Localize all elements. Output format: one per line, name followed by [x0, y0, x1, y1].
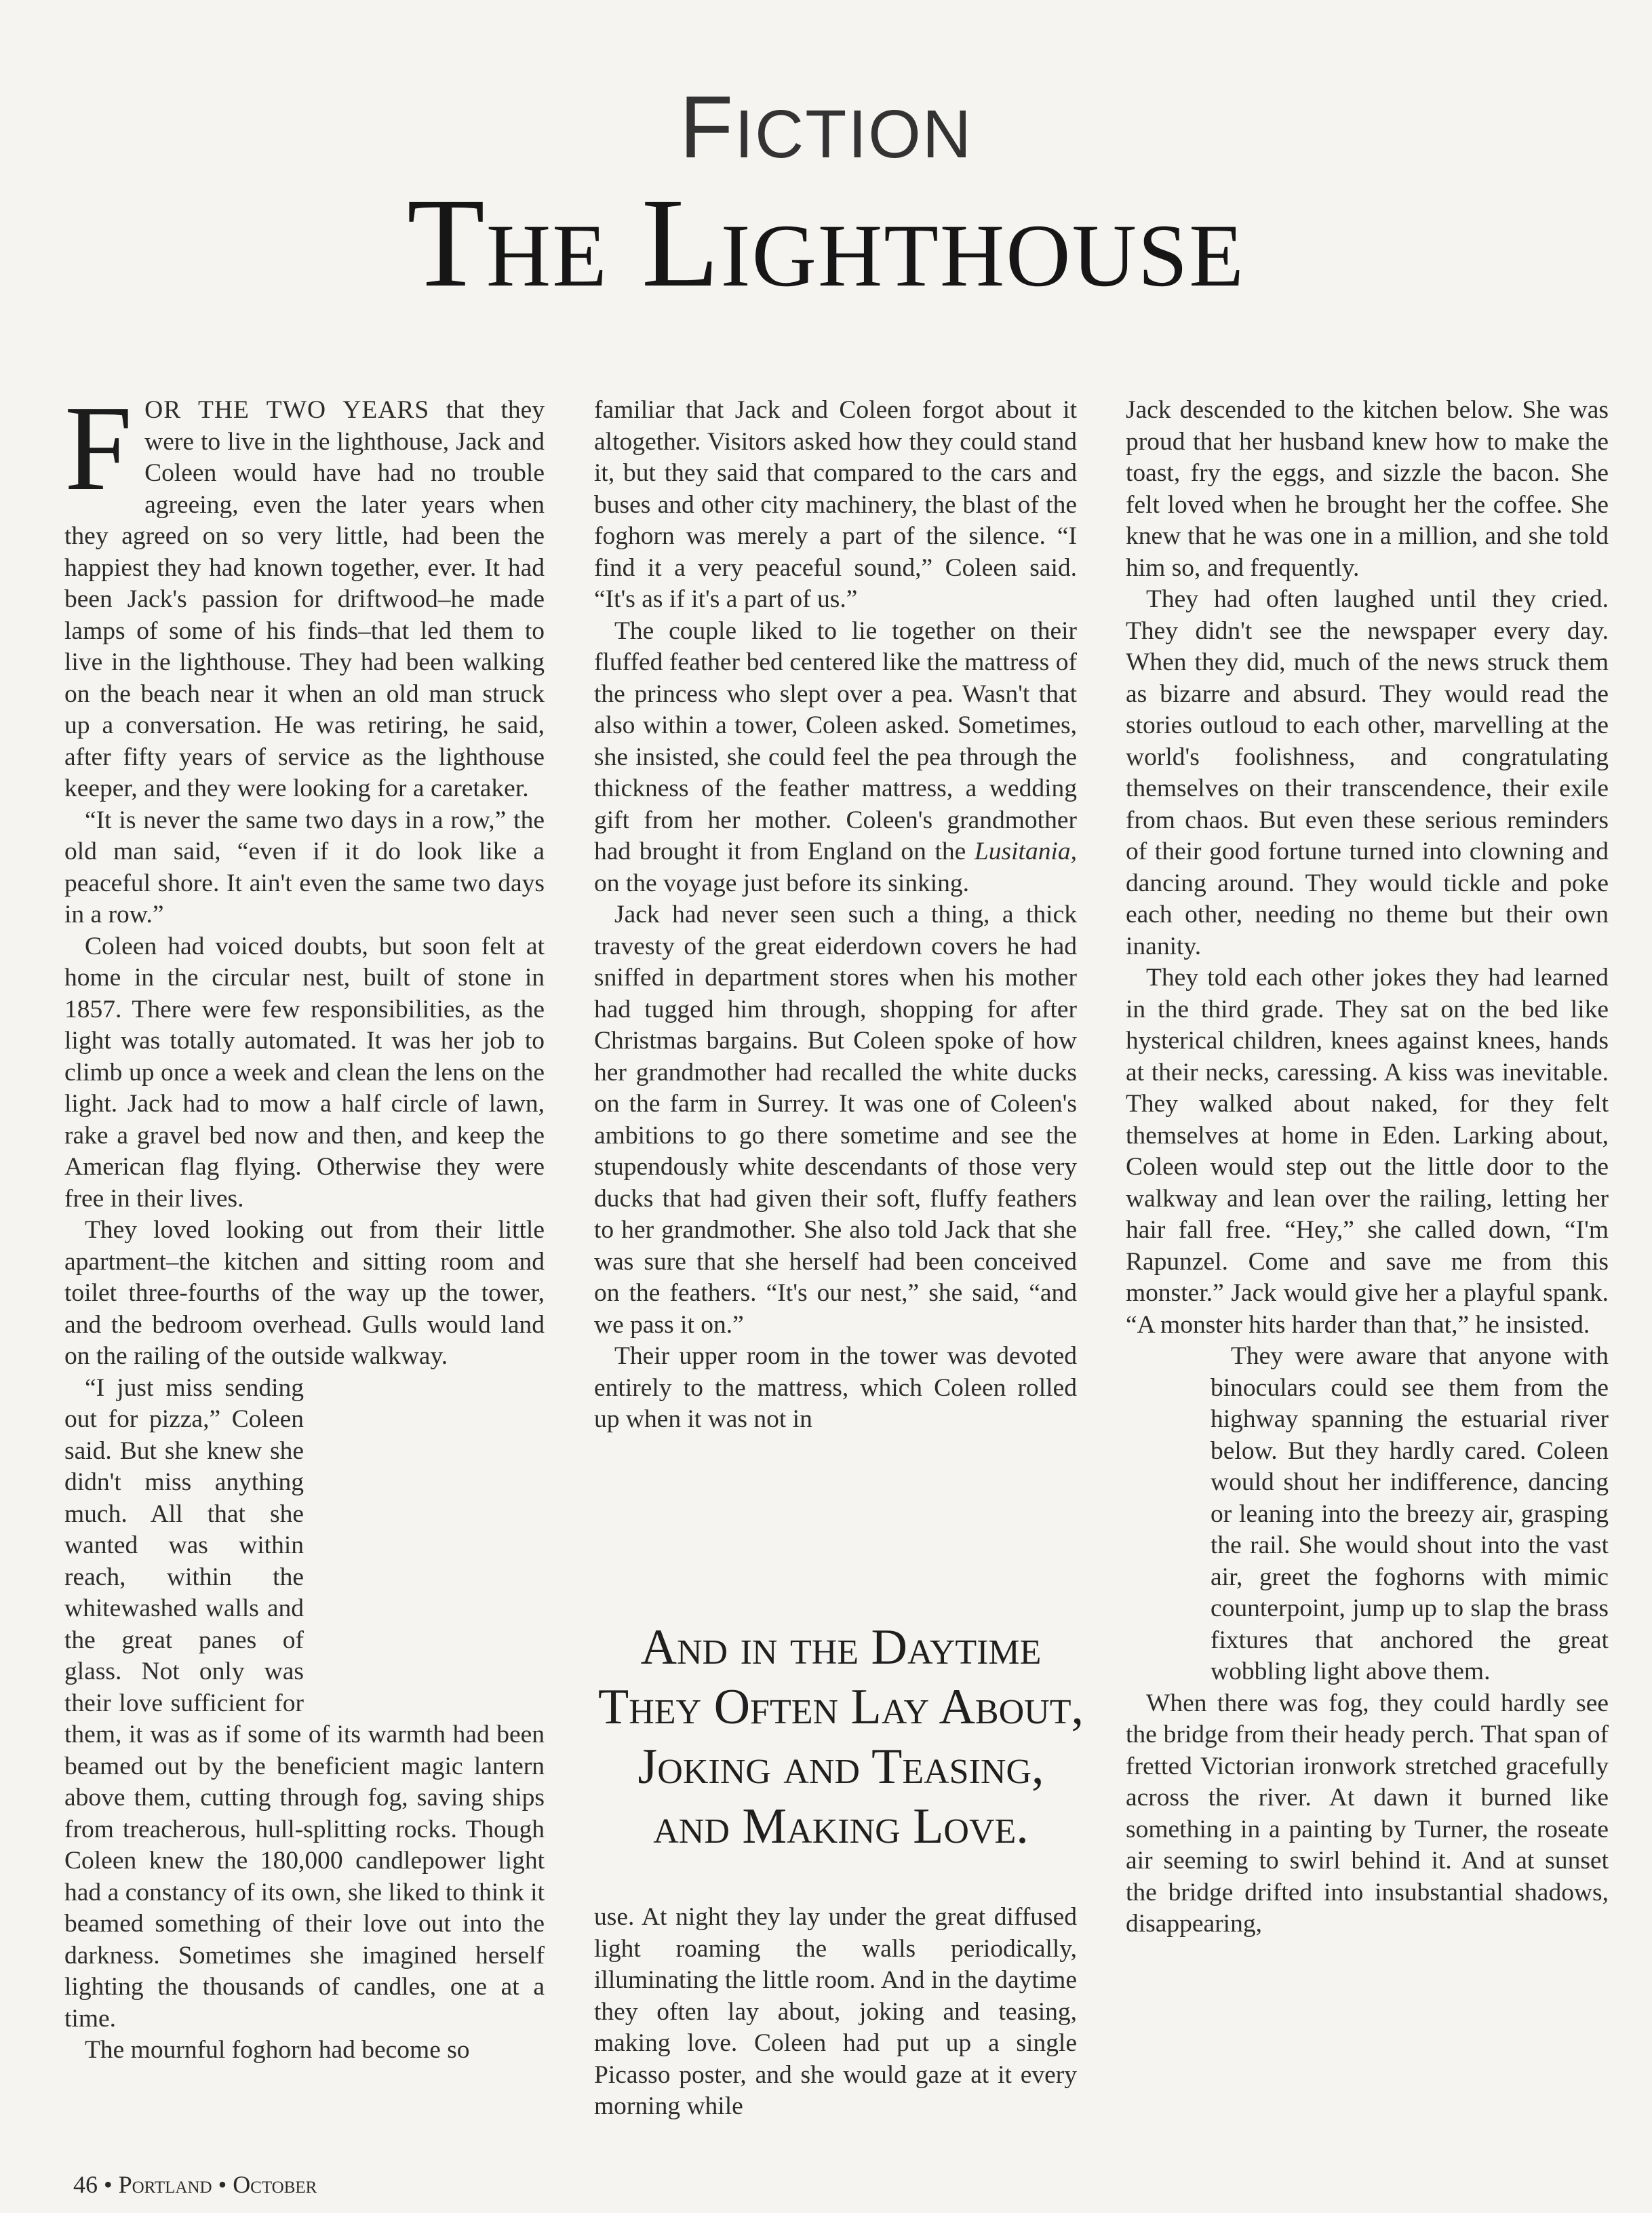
col1-paragraph-6: The mournful foghorn had become so	[85, 2036, 470, 2064]
section-label	[0, 76, 1652, 178]
col1-p1-text: that they were to live in the lighthouse, Jack and Coleen would have had no trouble agreeing, even the later years when they agreed on so very little, had been the happiest they had known together, ever. It had been Jack's passion for driftwood–he made lamps of some of his finds–that led them to live in the lighthouse. They had been walking on the beach near it when an old man struck up a conversation. He was retiring, he said, after fifty years of service as the lighthouse keeper, and they were looking for a caretaker.	[64, 396, 545, 802]
pull-quote-line: Joking and Teasing,	[637, 1739, 1044, 1795]
col1-paragraph-1	[64, 380, 545, 805]
column-3	[1126, 395, 1609, 1940]
col1-paragraph-4: They loved looking out from their little apartment–the kitchen and sitting room and toilet three-fourths of the way up the tower, and the bedroom overhead. Gulls would land on the railing of the outside walkway.	[64, 1216, 545, 1370]
lead-in-caps: OR THE TWO YEARS	[144, 396, 430, 424]
pull-quote-line: And in the Daytime	[640, 1620, 1042, 1675]
col2-p2-text-a: The couple liked to lie together on their fluffed feather bed centered like the mattress of the princess who slept over a pea. Wasn't that also within a tower, Coleen asked. Sometimes, she insisted, she could feel the pea through the thickness of the feather mattress, a wedding gift from her mother. Coleen's grandmother had brought it from England on the	[594, 616, 1077, 865]
col2-paragraph-3: Jack had never seen such a thing, a thick travesty of the great eiderdown covers he had sniffed in department stores when his mother had tugged him through, shopping for after Christmas bargains. But Coleen spoke of how her grandmother had recalled the white ducks on the farm in Surrey. It was one of Coleen's ambitions to go there sometime and see the stupendously white descendants of those very ducks that had given their soft, fluffy feathers to her grandmother. She also told Jack that she was sure that she herself had been conceived on the feathers. “It's our nest,” she said, “and we pass it on.”	[594, 901, 1077, 1339]
pull-quote	[502, 1618, 1180, 1856]
section-label-rest: ICTION	[734, 96, 973, 172]
col2-paragraph-1: familiar that Jack and Coleen forgot about it altogether. Visitors asked how they could stand it, but they said that compared to the cars and buses and other city machinery, the blast of the foghorn was merely a part of the silence. “I find it a very peaceful sound,” Coleen said. “It's as if it's a part of us.”	[594, 396, 1077, 613]
article-headline: The Lighthouse	[407, 172, 1245, 313]
col1-paragraph-5: “I just miss sending out for pizza,” Coleen said. But she knew she didn't miss anything much. All that she wanted was within reach, within the whitewashed walls and the great panes of glass. Not only was their love sufficient for them, it was as if some of its warmth had been beamed out by the beneficient magic lantern above them, cutting through fog, saving ships from treacherous, hull-splitting rocks. Though Coleen knew the 180,000 candlepower light had a constancy of its own, she liked to think it beamed something of their love out into the darkness. Sometimes she imagined herself lighting the thousands of candles, one at a time.	[64, 1373, 545, 2033]
magazine-name: Portland	[118, 2171, 212, 2198]
column-1	[64, 380, 545, 2067]
col1-paragraph-2: “It is never the same two days in a row,” the old man said, “even if it do look like a peaceful shore. It ain't even the same two days in a row.”	[64, 806, 545, 928]
col1-paragraph-3: Coleen had voiced doubts, but soon felt at home in the circular nest, built of stone in 1857. There were few responsibilities, as the light was totally automated. It was her job to climb up once a week and clean the lens on the light. Jack had to mow a half circle of lawn, rake a gravel bed now and then, and keep the American flag flying. Otherwise they were free in their lives.	[64, 932, 545, 1213]
footer-separator: •	[218, 2171, 227, 2198]
col3-paragraph-3: They told each other jokes they had learned in the third grade. They sat on the bed like hysterical children, knees against knees, hands at their necks, caressing. A kiss was inevitable. They walked about naked, for they felt themselves at home in Eden. Larking about, Coleen would step out the little door to the walkway and lean over the railing, letting her hair fall free. “Hey,” she called down, “I'm Rapunzel. Come and save me from this monster.” Jack would give her a playful spank. “A monster hits harder than that,” he insisted.	[1126, 964, 1609, 1339]
pull-quote-line: They Often Lay About,	[598, 1679, 1084, 1735]
issue-month: October	[233, 2171, 317, 2198]
drop-cap: F	[64, 380, 133, 515]
pull-quote-line: and Making Love.	[653, 1799, 1029, 1854]
col3-paragraph-2: They had often laughed until they cried. They didn't see the newspaper every day. When they did, much of the news struck them as bizarre and absurd. They would read the stories outloud to each other, marvelling at the world's foolishness, and congratulating themselves on their transcendence, their exile from chaos. But even these serious reminders of their good fortune turned into clowning and dancing around. They would tickle and poke each other, needing no theme but their own inanity.	[1126, 585, 1609, 960]
col2-paragraph-2	[594, 616, 1077, 900]
col3-paragraph-4: They were aware that anyone with binoculars could see them from the highway spanning the estuarial river below. But they hardly cared. Coleen would shout her indifference, dancing or leaning into the breezy air, grasping the rail. She would shout into the vast air, greet the foghorns with mimic counterpoint, jump up to slap the brass fixtures that anchored the great wobbling light above them.	[1211, 1342, 1609, 1685]
col2-paragraph-5: use. At night they lay under the great diffused light roaming the walls periodically, illuminating the little room. And in the daytime they often lay about, joking and teasing, making love. Coleen had put up a single Picasso poster, and she would gaze at it every morning while	[594, 1903, 1077, 2120]
col2-paragraph-4: Their upper room in the tower was devoted entirely to the mattress, which Coleen rolled up when it was not in	[594, 1342, 1077, 1433]
col2-bottom-block	[594, 1902, 1077, 2123]
footer-separator: •	[104, 2171, 113, 2198]
col3-paragraph-5: When there was fog, they could hardly see the bridge from their heady perch. That span of fretted Victorian ironwork stretched gracefully across the river. At dawn it burned like something in a painting by Turner, the roseate air seeming to swirl behind it. And at sunset the bridge drifted into insubstantial shadows, disappearing,	[1126, 1689, 1609, 1938]
page-footer	[73, 2170, 317, 2199]
section-label-cap: F	[679, 77, 735, 176]
col3-paragraph-1: Jack descended to the kitchen below. She was proud that her husband knew how to make the toast, fry the eggs, and sizzle the bacon. She felt loved when he brought her the coffee. She knew that he was one in a million, and she told him so, and frequently.	[1126, 396, 1609, 582]
ship-name: Lusitania,	[974, 838, 1077, 865]
col2-p2-text-b: on the voyage just before its sinking.	[594, 869, 970, 897]
page-number: 46	[73, 2171, 98, 2198]
